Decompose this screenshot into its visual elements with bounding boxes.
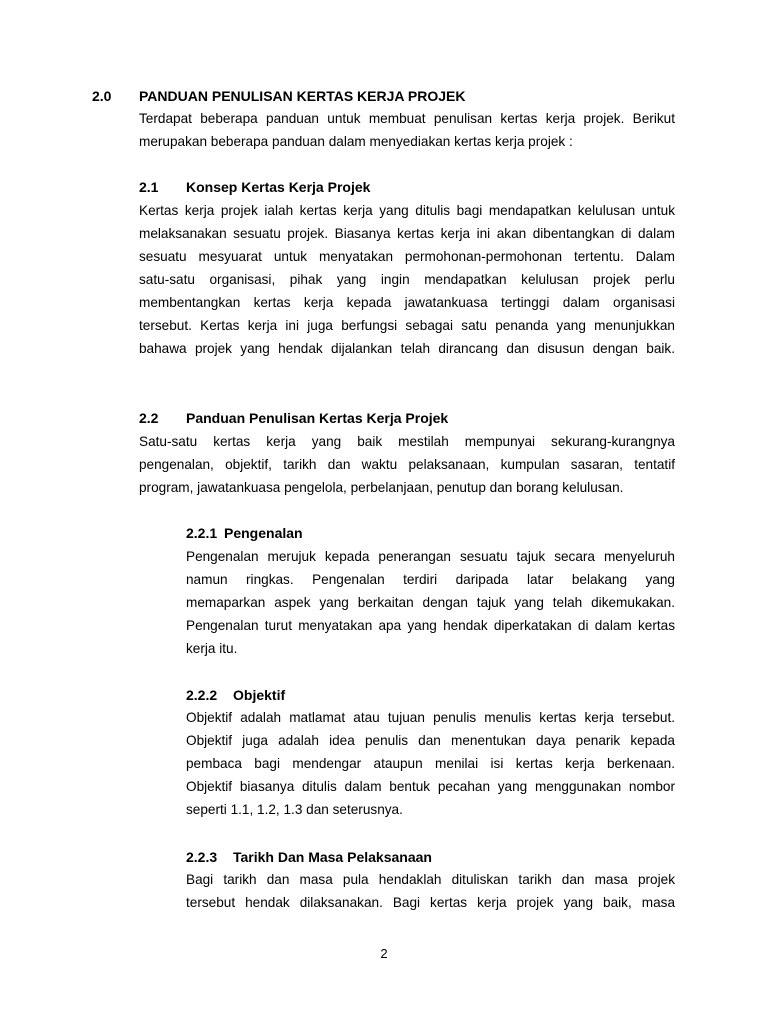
text-line: Objektif juga adalah idea penulis dan menentukan daya penarik kepada bbox=[186, 733, 675, 748]
section-2-2-3-paragraph bbox=[186, 868, 675, 914]
text-line: Terdapat beberapa panduan untuk membuat penulisan kertas kerja projek. Berikut bbox=[139, 111, 675, 126]
text-line: Kertas kerja projek ialah kertas kerja yang ditulis bagi mendapatkan kelulusan untuk bbox=[139, 203, 675, 218]
section-2-2-2-heading bbox=[186, 686, 285, 704]
text-line: bahawa projek yang hendak dijalankan telah dirancang dan disusun dengan baik. bbox=[139, 341, 675, 356]
text-line: Objektif biasanya ditulis dalam bentuk pecahan yang menggunakan nombor bbox=[186, 779, 675, 794]
section-title: Tarikh Dan Masa Pelaksanaan bbox=[233, 849, 432, 865]
section-title: Konsep Kertas Kerja Projek bbox=[186, 179, 371, 195]
section-2-2-paragraph bbox=[139, 430, 675, 499]
text-line: kerja itu. bbox=[186, 641, 238, 656]
section-number: 2.2.2 bbox=[186, 687, 218, 703]
text-line: Bagi tarikh dan masa pula hendaklah dituliskan tarikh dan masa projek bbox=[186, 872, 675, 887]
text-line: Pengenalan turut menyatakan apa yang hendak diperkatakan di dalam kertas bbox=[186, 618, 675, 633]
section-2-2-1-heading bbox=[186, 524, 303, 542]
text-line: merupakan beberapa panduan dalam menyediakan kertas kerja projek : bbox=[139, 134, 573, 149]
page-number: 2 bbox=[380, 946, 388, 961]
section-number: 2.2.1 bbox=[186, 525, 218, 541]
text-line: tersebut hendak dilaksanakan. Bagi kertas kerja projek yang baik, masa bbox=[186, 895, 675, 910]
section-title: Panduan Penulisan Kertas Kerja Projek bbox=[186, 410, 449, 426]
text-line: seperti 1.1, 1.2, 1.3 dan seterusnya. bbox=[186, 802, 403, 817]
text-line: program, jawatankuasa pengelola, perbelanjaan, penutup dan borang kelulusan. bbox=[139, 480, 624, 495]
section-number: 2.2.3 bbox=[186, 849, 218, 865]
section-number: 2.0 bbox=[92, 88, 112, 104]
section-number: 2.1 bbox=[139, 179, 159, 195]
text-line: Pengenalan merujuk kepada penerangan sesuatu tajuk secara menyeluruh bbox=[186, 549, 675, 564]
section-2-2-heading bbox=[139, 409, 448, 427]
section-2-2-1-paragraph bbox=[186, 545, 675, 660]
text-line: Satu-satu kertas kerja yang baik mestilah mempunyai sekurang-kurangnya bbox=[139, 434, 675, 449]
section-title: Objektif bbox=[233, 687, 286, 703]
section-2-0-paragraph bbox=[139, 107, 675, 153]
text-line: melaksanakan sesuatu projek. Biasanya kertas kerja ini akan dibentangkan di dalam bbox=[139, 226, 675, 241]
section-number: 2.2 bbox=[139, 410, 159, 426]
text-line: sesuatu mesyuarat untuk menyatakan permohonan-permohonan tertentu. Dalam bbox=[139, 249, 675, 264]
section-2-2-2-paragraph bbox=[186, 706, 675, 821]
text-line: namun ringkas. Pengenalan terdiri daripada latar belakang yang bbox=[186, 572, 675, 587]
section-2-0-heading bbox=[92, 87, 465, 105]
text-line: pengenalan, objektif, tarikh dan waktu pelaksanaan, kumpulan sasaran, tentatif bbox=[139, 457, 675, 472]
text-line: memaparkan aspek yang berkaitan dengan tajuk yang telah dikemukakan. bbox=[186, 595, 675, 610]
section-2-1-heading bbox=[139, 178, 370, 196]
section-2-2-3-heading bbox=[186, 848, 432, 866]
text-line: membentangkan kertas kerja kepada jawatankuasa tertinggi dalam organisasi bbox=[139, 295, 675, 310]
section-2-1-paragraph bbox=[139, 199, 675, 360]
text-line: tersebut. Kertas kerja ini juga berfungsi sebagai satu penanda yang menunjukkan bbox=[139, 318, 675, 333]
section-title: Pengenalan bbox=[224, 525, 303, 541]
text-line: Objektif adalah matlamat atau tujuan penulis menulis kertas kerja tersebut. bbox=[186, 710, 675, 725]
section-title: PANDUAN PENULISAN KERTAS KERJA PROJEK bbox=[139, 88, 466, 104]
text-line: pembaca bagi mendengar ataupun menilai isi kertas kerja berkenaan. bbox=[186, 756, 675, 771]
text-line: satu-satu organisasi, pihak yang ingin mendapatkan kelulusan projek perlu bbox=[139, 272, 675, 287]
